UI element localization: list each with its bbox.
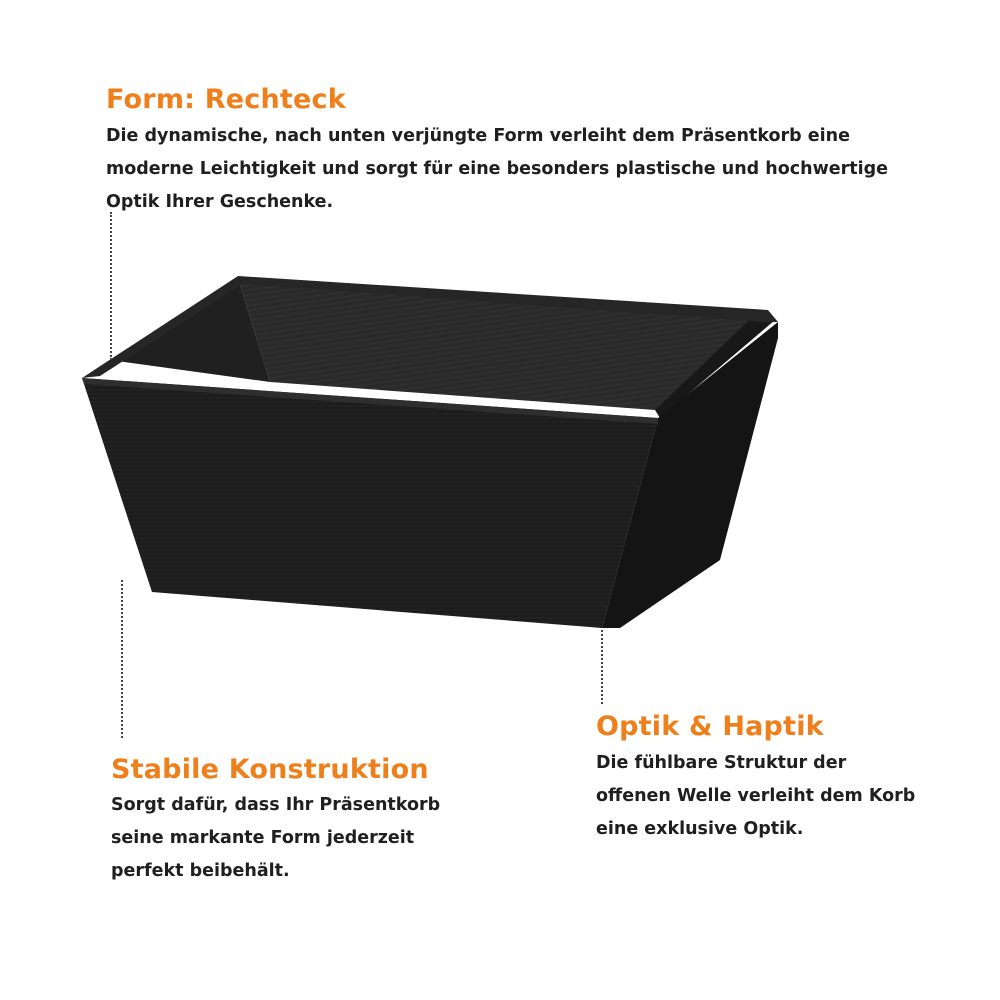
- stabile-konstruktion-heading: Stabile Konstruktion: [111, 754, 429, 785]
- form-description: Die dynamische, nach unten verjüngte Form verleiht dem Präsentkorb eine moderne Leichtigkeit und sorgt für eine besonders plastische und hochwertige Optik Ihrer Geschenke.: [106, 126, 889, 212]
- stabile-konstruktion-description: Sorgt dafür, dass Ihr Präsentkorb seine markante Form jederzeit perfekt beibehält.: [111, 795, 441, 881]
- leader-line-form: [110, 212, 112, 360]
- leader-line-stabile-konstruktion: [121, 580, 123, 738]
- leader-line-optik-haptik: [601, 630, 603, 704]
- form-heading: Form: Rechteck: [106, 84, 346, 115]
- optik-haptik-heading: Optik & Haptik: [596, 711, 824, 742]
- optik-haptik-description: Die fühlbare Struktur der offenen Welle verleiht dem Korb eine exklusive Optik.: [596, 753, 916, 839]
